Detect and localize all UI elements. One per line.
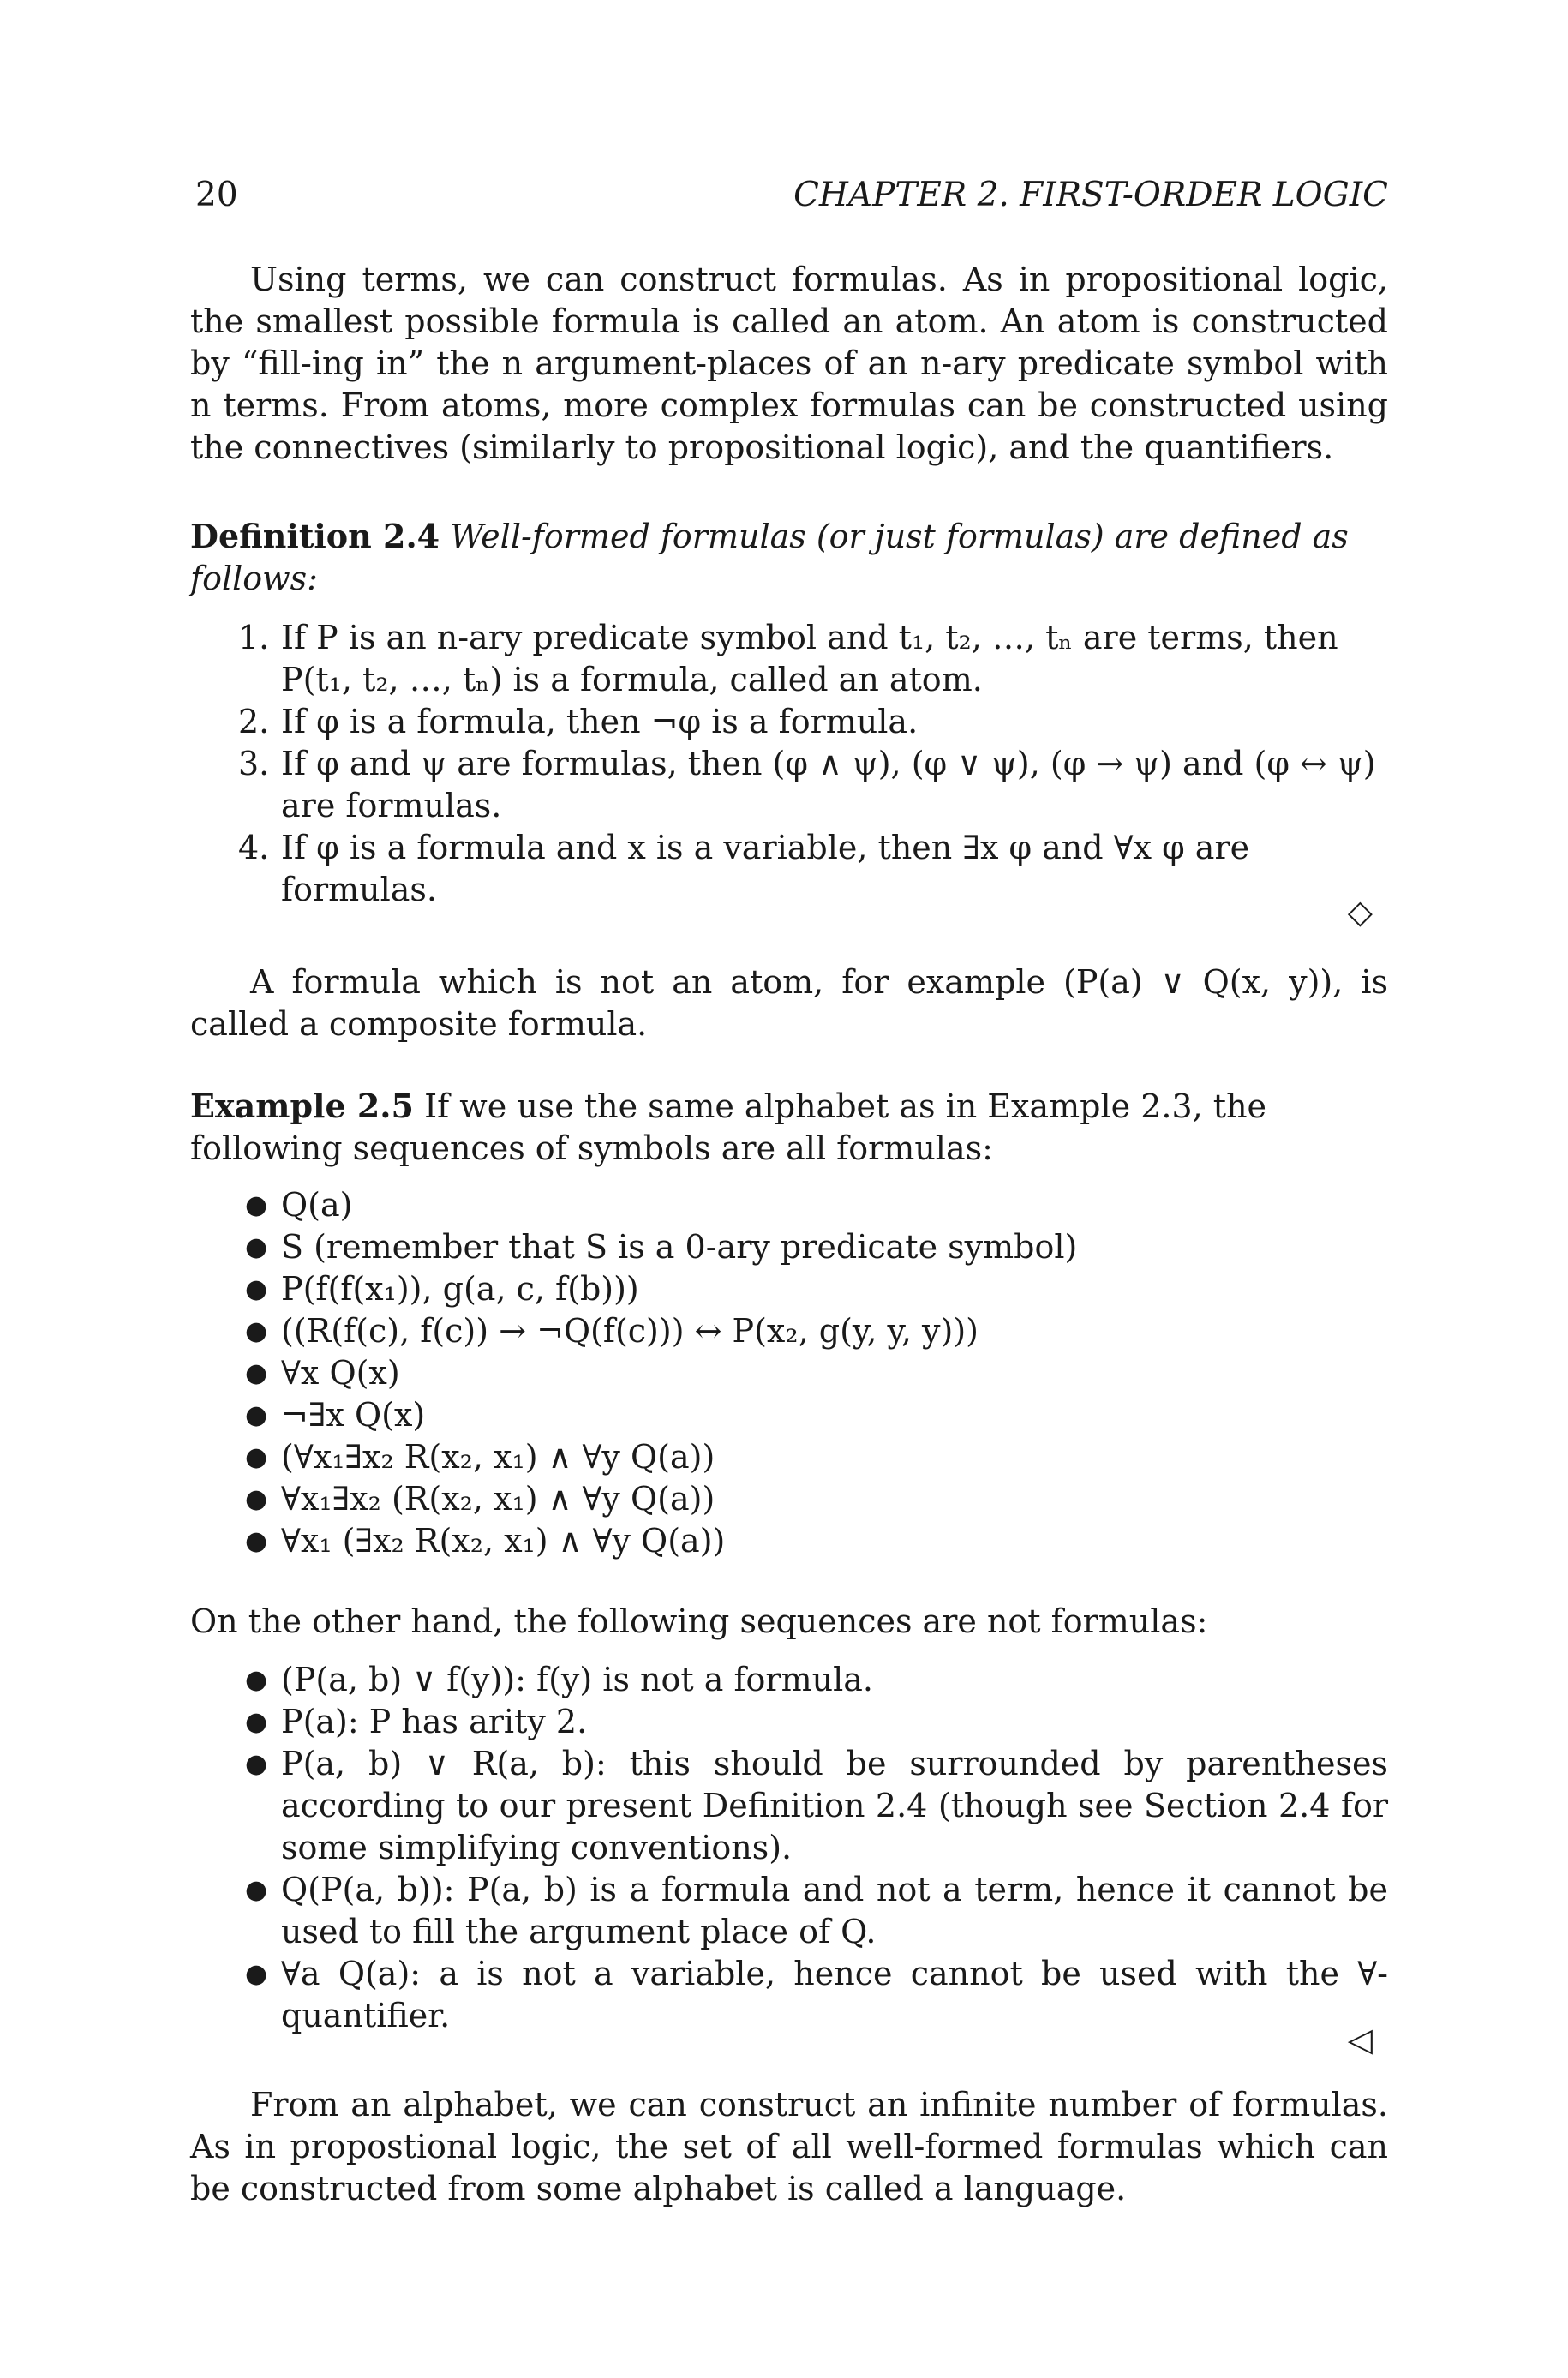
item-number: 1. [238, 619, 270, 656]
non-formulas-intro: On the other hand, the following sequences are not formulas: [190, 1602, 1208, 1640]
formula-list [190, 1184, 1388, 1562]
example-end-mark: ◁ [1347, 2021, 1373, 2058]
item-text: If φ and ψ are formulas, then (φ ∧ ψ), (φ ∨ ψ), (φ → ψ) and (φ ↔ ψ) are formulas. [281, 745, 1376, 824]
list-item: ● Q(a) [245, 1186, 353, 1224]
list-item: ● ¬∃x Q(x) [245, 1396, 426, 1434]
item-text: If φ is a formula and x is a variable, then ∃x φ and ∀x φ are formulas. [281, 829, 1250, 908]
example-label: Example 2.5 [190, 1087, 414, 1125]
example-text: If we use the same alphabet as in Example 2.3, the following sequences of symbols are all formulas: [190, 1087, 1267, 1167]
definition-item [190, 617, 1388, 701]
definition-end-mark: ◇ [1347, 893, 1373, 931]
definition-list [190, 617, 1388, 911]
item-number: 2. [238, 703, 270, 740]
composite-paragraph: A formula which is not an atom, for example (P(a) ∨ Q(x, y)), is called a composite formula. [190, 963, 1388, 1043]
example-heading [190, 1085, 1388, 1170]
list-item: ● P(a, b) ∨ R(a, b): this should be surrounded by parentheses according to our present Definition 2.4 (though see Section 2.4 for some simplifying conventions). [245, 1745, 1388, 1866]
definition-item [190, 827, 1388, 911]
list-item: ● P(f(f(x₁)), g(a, c, f(b))) [245, 1270, 639, 1308]
non-formula-list [190, 1659, 1388, 2037]
item-number: 4. [238, 829, 270, 866]
closing-paragraph: From an alphabet, we can construct an infinite number of formulas. As in propostional logic, the set of all well-formed formulas which can be constructed from some alphabet is called a language. [190, 2086, 1388, 2207]
list-item: ● (∀x₁∃x₂ R(x₂, x₁) ∧ ∀y Q(a)) [245, 1438, 715, 1476]
running-title: CHAPTER 2. FIRST-ORDER LOGIC [793, 176, 1388, 214]
definition-item [190, 743, 1388, 827]
definition-text: Well-formed formulas (or just formulas) are defined as follows: [190, 518, 1349, 597]
intro-paragraph: Using terms, we can construct formulas. As in propositional logic, the smallest possible formula is called an atom. An atom is constructed by “fill-ing in” the n argument-places of an n-ary predicate symbol with n terms. From atoms, more complex formulas can be constructed using the connectives (similarly to propositional logic), and the quantifiers. [190, 261, 1388, 466]
item-text: If P is an n-ary predicate symbol and t₁, t₂, …, tₙ are terms, then P(t₁, t₂, …, tₙ) is a formula, called an atom. [281, 619, 1338, 698]
page-header [195, 176, 1388, 224]
list-item: ● Q(P(a, b)): P(a, b) is a formula and not a term, hence it cannot be used to fill the argument place of Q. [245, 1871, 1388, 1950]
page-number: 20 [195, 176, 238, 214]
list-item: ● ∀x Q(x) [245, 1354, 400, 1392]
list-item: ● P(a): P has arity 2. [245, 1703, 588, 1740]
list-item: ● ((R(f(c), f(c)) → ¬Q(f(c))) ↔ P(x₂, g(y, y, y))) [245, 1312, 979, 1350]
list-item: ● (P(a, b) ∨ f(y)): f(y) is not a formula. [245, 1661, 873, 1698]
list-item: ● S (remember that S is a 0-ary predicate symbol) [245, 1228, 1078, 1266]
definition-label: Definition 2.4 [190, 517, 440, 555]
item-text: If φ is a formula, then ¬φ is a formula. [281, 703, 919, 740]
list-item: ● ∀a Q(a): a is not a variable, hence cannot be used with the ∀-quantifier. [245, 1955, 1388, 2034]
definition-item [190, 701, 1388, 743]
list-item: ● ∀x₁ (∃x₂ R(x₂, x₁) ∧ ∀y Q(a)) [245, 1522, 726, 1560]
item-number: 3. [238, 745, 270, 782]
list-item: ● ∀x₁∃x₂ (R(x₂, x₁) ∧ ∀y Q(a)) [245, 1480, 715, 1518]
definition-heading [190, 515, 1388, 600]
